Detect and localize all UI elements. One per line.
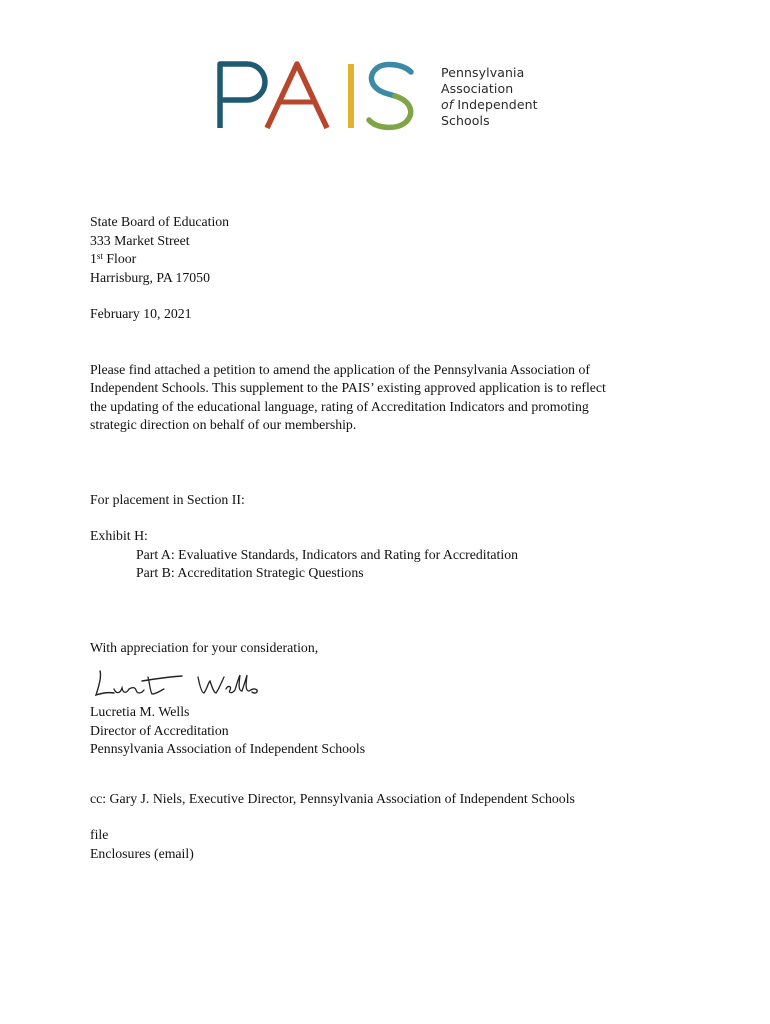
floor-suffix: st: [96, 251, 103, 261]
exhibit-list: [90, 527, 690, 583]
letter-date: February 10, 2021: [90, 306, 192, 321]
address-line: Harrisburg, PA 17050: [90, 269, 210, 285]
enclosures-line: Enclosures (email): [90, 845, 194, 861]
logo-letter-p: [220, 64, 265, 128]
logo-name-line: [441, 97, 538, 113]
floor-word: Floor: [102, 251, 137, 266]
cc-line: cc: Gary J. Niels, Executive Director, Pennsylvania Association of Independent Schools: [90, 790, 575, 806]
exhibit-title: Exhibit H:: [90, 528, 148, 543]
logo-name-line: Schools: [441, 113, 490, 128]
address-line-floor: [90, 250, 690, 269]
floor-number: 1: [90, 251, 97, 266]
paragraph-line: Independent Schools. This supplement to the PAIS’ existing approved application is to reflect: [90, 380, 606, 395]
address-line: State Board of Education: [90, 214, 230, 229]
logo-letter-a: [267, 64, 327, 128]
body-paragraph: [90, 361, 690, 435]
closing-line: With appreciation for your consideration,: [90, 639, 319, 655]
signer-title: Director of Accreditation: [90, 722, 229, 738]
placement-line: For placement in Section II:: [90, 491, 245, 507]
paragraph-line: Please find attached a petition to amend the application of the Pennsylvania Association of: [90, 361, 591, 377]
signer-block: [90, 703, 690, 759]
address-line: 333 Market Street: [90, 232, 190, 248]
signer-name: Lucretia M. Wells: [90, 704, 190, 719]
paragraph-line: the updating of the educational language, rating of Accreditation Indicators and promoting: [90, 398, 589, 414]
logo-name-line: Pennsylvania: [441, 65, 525, 80]
exhibit-part-a: Part A: Evaluative Standards, Indicators and Rating for Accreditation: [136, 546, 518, 562]
signer-organization: Pennsylvania Association of Independent Schools: [90, 741, 366, 756]
logo-name-line: Association: [441, 81, 514, 96]
paragraph-line: strategic direction on behalf of our membership.: [90, 417, 357, 432]
handwritten-signature: [92, 663, 272, 701]
logo-org-name: [441, 65, 538, 129]
exhibit-part-b: Part B: Accreditation Strategic Questions: [136, 565, 364, 580]
logo-letter-s-top: [371, 65, 411, 96]
logo-name-independent: Independent: [453, 97, 538, 112]
logo-letter-s-bottom: [369, 96, 411, 127]
letter-body: [90, 213, 690, 863]
logo-name-of: of: [441, 97, 454, 112]
file-line: file: [90, 827, 109, 842]
recipient-address: [90, 213, 690, 287]
